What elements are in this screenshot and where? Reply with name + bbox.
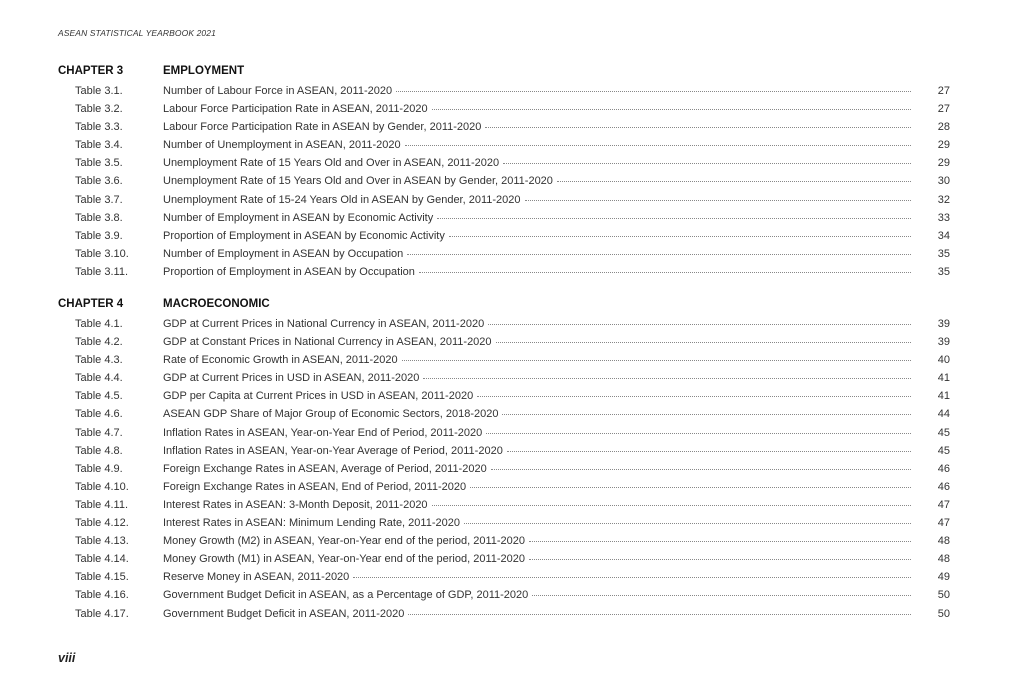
table-title-text: GDP at Constant Prices in National Currency in ASEAN, 2011-2020 <box>163 336 492 349</box>
page-ref: 29 <box>937 157 950 170</box>
table-title <box>163 266 911 278</box>
table-number: Table 4.12. <box>75 517 129 530</box>
dot-leader <box>419 271 911 273</box>
table-title-text: Money Growth (M2) in ASEAN, Year-on-Year end of the period, 2011-2020 <box>163 535 525 548</box>
table-title <box>163 427 911 439</box>
table-title <box>163 481 911 493</box>
table-number: Table 4.11. <box>75 498 129 511</box>
toc-entry[interactable] <box>0 425 1024 443</box>
table-number: Table 4.2. <box>75 336 123 349</box>
table-number: Table 3.1. <box>75 85 123 97</box>
table-number: Table 4.3. <box>75 354 123 367</box>
table-title <box>163 157 911 169</box>
page-ref: 35 <box>937 247 950 260</box>
page-ref: 27 <box>937 103 950 116</box>
toc-entry[interactable] <box>0 587 1024 605</box>
toc-entry[interactable] <box>0 551 1024 569</box>
table-title <box>163 408 911 420</box>
page-ref: 35 <box>937 265 950 278</box>
table-number: Table 3.8. <box>75 211 123 224</box>
table-title-text: Interest Rates in ASEAN: Minimum Lending Rate, 2011-2020 <box>163 517 460 530</box>
table-number: Table 4.9. <box>75 462 123 475</box>
toc-entry[interactable] <box>0 479 1024 497</box>
dot-leader <box>408 613 911 615</box>
toc-list <box>0 316 1024 624</box>
chapter-title: EMPLOYMENT <box>163 65 245 77</box>
table-title-text: Number of Unemployment in ASEAN, 2011-2020 <box>163 139 401 152</box>
table-title <box>163 175 911 187</box>
table-title <box>163 248 911 260</box>
table-title <box>163 121 911 133</box>
table-title <box>163 390 911 402</box>
dot-leader <box>507 450 911 452</box>
toc-entry[interactable] <box>0 316 1024 334</box>
table-title <box>163 463 911 475</box>
dot-leader <box>532 594 911 596</box>
toc-entry[interactable] <box>0 352 1024 370</box>
dot-leader <box>525 199 911 201</box>
dot-leader <box>353 576 911 578</box>
table-title <box>163 499 911 511</box>
page-ref: 47 <box>937 517 950 530</box>
dot-leader <box>529 558 911 560</box>
page-ref: 49 <box>937 571 950 584</box>
chapter-4-section <box>0 298 1024 624</box>
dot-leader <box>529 540 911 542</box>
table-title <box>163 139 911 151</box>
table-title <box>163 212 911 224</box>
toc-entry[interactable] <box>0 210 1024 228</box>
table-number: Table 4.16. <box>75 589 129 602</box>
page-ref: 30 <box>937 175 950 188</box>
table-number: Table 4.8. <box>75 444 123 457</box>
table-title-text: Interest Rates in ASEAN: 3-Month Deposit, 2011-2020 <box>163 498 428 511</box>
table-title-text: Labour Force Participation Rate in ASEAN, 2011-2020 <box>163 103 428 116</box>
toc-entry[interactable] <box>0 388 1024 406</box>
toc-entry[interactable] <box>0 606 1024 624</box>
toc-entry[interactable] <box>0 192 1024 210</box>
table-number: Table 4.10. <box>75 480 129 493</box>
table-title-text: Number of Employment in ASEAN by Economic Activity <box>163 211 434 224</box>
table-number: Table 4.5. <box>75 390 123 403</box>
chapter-3-section <box>0 65 1024 282</box>
toc-entry[interactable] <box>0 173 1024 191</box>
table-number: Table 4.7. <box>75 426 123 439</box>
table-title-text: Number of Employment in ASEAN by Occupation <box>163 247 404 260</box>
table-title <box>163 372 911 384</box>
dot-leader <box>437 217 911 219</box>
page-ref: 41 <box>937 372 950 385</box>
dot-leader <box>557 180 911 182</box>
toc-entry[interactable] <box>0 137 1024 155</box>
table-number: Table 3.7. <box>75 193 123 206</box>
page-ref: 27 <box>937 85 950 97</box>
dot-leader <box>491 468 911 470</box>
table-number: Table 3.9. <box>75 229 123 242</box>
table-title-text: ASEAN GDP Share of Major Group of Economic Sectors, 2018-2020 <box>163 408 499 421</box>
table-title-text: GDP per Capita at Current Prices in USD in ASEAN, 2011-2020 <box>163 390 474 403</box>
dot-leader <box>405 144 911 146</box>
table-title <box>163 535 911 547</box>
page-ref: 34 <box>937 229 950 242</box>
table-title-text: Unemployment Rate of 15 Years Old and Over in ASEAN by Gender, 2011-2020 <box>163 175 553 188</box>
toc-entry[interactable] <box>0 497 1024 515</box>
table-title <box>163 608 911 620</box>
toc-entry[interactable] <box>0 370 1024 388</box>
table-title <box>163 194 911 206</box>
dot-leader <box>502 413 911 415</box>
table-title-text: Foreign Exchange Rates in ASEAN, End of Period, 2011-2020 <box>163 480 467 493</box>
table-number: Table 4.4. <box>75 372 123 385</box>
table-title-text: Number of Labour Force in ASEAN, 2011-2020 <box>163 85 393 97</box>
dot-leader <box>485 126 911 128</box>
table-title-text: Proportion of Employment in ASEAN by Economic Activity <box>163 229 445 242</box>
table-number: Table 4.6. <box>75 408 123 421</box>
dot-leader <box>464 522 911 524</box>
page-ref: 48 <box>937 535 950 548</box>
table-number: Table 3.10. <box>75 247 129 260</box>
page-ref: 41 <box>937 390 950 403</box>
table-title-text: GDP at Current Prices in National Currency in ASEAN, 2011-2020 <box>163 318 485 330</box>
dot-leader <box>402 359 911 361</box>
table-title-text: Money Growth (M1) in ASEAN, Year-on-Year end of the period, 2011-2020 <box>163 553 525 566</box>
table-title-text: GDP at Current Prices in USD in ASEAN, 2011-2020 <box>163 372 420 385</box>
table-number: Table 3.5. <box>75 157 123 170</box>
page-number: viii <box>58 651 76 665</box>
table-title <box>163 445 911 457</box>
page-ref: 45 <box>937 444 950 457</box>
page-ref: 32 <box>937 193 950 206</box>
page-ref: 33 <box>937 211 950 224</box>
table-title-text: Government Budget Deficit in ASEAN, 2011-2020 <box>163 607 405 620</box>
toc-entry[interactable] <box>0 569 1024 587</box>
chapter-label: CHAPTER 4 <box>58 298 124 310</box>
dot-leader <box>503 162 911 164</box>
table-title <box>163 553 911 565</box>
table-number: Table 3.4. <box>75 139 123 152</box>
page-ref: 44 <box>937 408 950 421</box>
table-title <box>163 589 911 601</box>
page-ref: 40 <box>937 354 950 367</box>
table-title <box>163 517 911 529</box>
table-title-text: Inflation Rates in ASEAN, Year-on-Year End of Period, 2011-2020 <box>163 426 483 439</box>
chapter-title: MACROECONOMIC <box>163 298 270 310</box>
table-number: Table 3.3. <box>75 121 123 134</box>
page-ref: 46 <box>937 480 950 493</box>
dot-leader <box>486 432 911 434</box>
toc-entry[interactable] <box>0 515 1024 533</box>
table-title <box>163 318 911 330</box>
table-number: Table 4.15. <box>75 571 129 584</box>
table-number: Table 4.17. <box>75 607 129 620</box>
toc-entry[interactable] <box>0 246 1024 264</box>
dot-leader <box>423 377 911 379</box>
table-number: Table 3.6. <box>75 175 123 188</box>
dot-leader <box>488 323 911 325</box>
page-ref: 48 <box>937 553 950 566</box>
toc-entry[interactable] <box>0 443 1024 461</box>
dot-leader <box>396 90 911 92</box>
dot-leader <box>407 253 911 255</box>
page-ref: 46 <box>937 462 950 475</box>
toc-entry[interactable] <box>0 264 1024 282</box>
dot-leader <box>432 108 911 110</box>
table-title <box>163 85 911 97</box>
table-number: Table 3.2. <box>75 103 123 116</box>
page-ref: 39 <box>937 336 950 349</box>
toc-entry[interactable] <box>0 101 1024 119</box>
table-title-text: Reserve Money in ASEAN, 2011-2020 <box>163 571 350 584</box>
table-title <box>163 354 911 366</box>
page-ref: 39 <box>937 318 950 330</box>
table-number: Table 4.1. <box>75 318 123 330</box>
table-title <box>163 103 911 115</box>
chapter-label: CHAPTER 3 <box>58 65 124 77</box>
table-title-text: Proportion of Employment in ASEAN by Occupation <box>163 265 415 278</box>
table-number: Table 3.11. <box>75 265 129 278</box>
dot-leader <box>496 341 911 343</box>
table-title <box>163 571 911 583</box>
table-title-text: Unemployment Rate of 15-24 Years Old in ASEAN by Gender, 2011-2020 <box>163 193 521 206</box>
table-title-text: Government Budget Deficit in ASEAN, as a Percentage of GDP, 2011-2020 <box>163 589 529 602</box>
toc-entry[interactable] <box>0 461 1024 479</box>
toc-entry[interactable] <box>0 119 1024 137</box>
table-title-text: Unemployment Rate of 15 Years Old and Over in ASEAN, 2011-2020 <box>163 157 500 170</box>
table-title-text: Rate of Economic Growth in ASEAN, 2011-2020 <box>163 354 398 367</box>
table-title-text: Labour Force Participation Rate in ASEAN by Gender, 2011-2020 <box>163 121 482 134</box>
page-ref: 45 <box>937 426 950 439</box>
table-title-text: Foreign Exchange Rates in ASEAN, Average of Period, 2011-2020 <box>163 462 487 475</box>
table-title <box>163 336 911 348</box>
page-ref: 50 <box>937 607 950 620</box>
running-header: ASEAN STATISTICAL YEARBOOK 2021 <box>58 28 216 38</box>
toc-entry[interactable] <box>0 228 1024 246</box>
chapter-heading <box>0 65 1024 83</box>
chapter-heading <box>0 298 1024 316</box>
dot-leader <box>432 504 911 506</box>
toc-entry[interactable] <box>0 83 1024 101</box>
toc-list <box>0 83 1024 282</box>
page-ref: 47 <box>937 498 950 511</box>
dot-leader <box>477 395 911 397</box>
page-ref: 50 <box>937 589 950 602</box>
table-number: Table 4.14. <box>75 553 129 566</box>
page-ref: 28 <box>937 121 950 134</box>
table-title-text: Inflation Rates in ASEAN, Year-on-Year Average of Period, 2011-2020 <box>163 444 503 457</box>
dot-leader <box>449 235 911 237</box>
page-ref: 29 <box>937 139 950 152</box>
table-title <box>163 230 911 242</box>
table-number: Table 4.13. <box>75 535 129 548</box>
toc-entry[interactable] <box>0 334 1024 352</box>
toc-entry[interactable] <box>0 155 1024 173</box>
dot-leader <box>470 486 911 488</box>
toc-entry[interactable] <box>0 533 1024 551</box>
toc-entry[interactable] <box>0 406 1024 424</box>
